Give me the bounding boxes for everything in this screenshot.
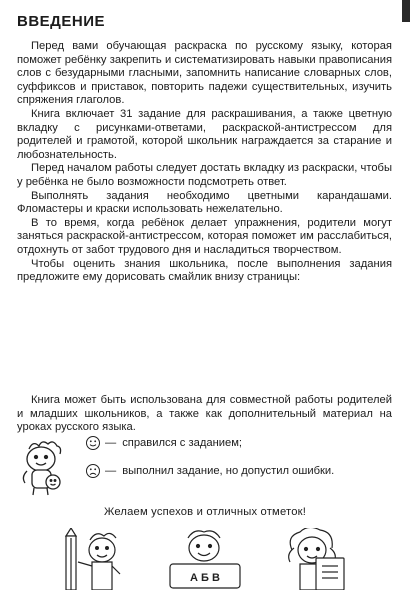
legend-dash: — <box>105 437 117 449</box>
paragraph: Перед началом работы следует достать вкладку из раскраски, чтобы у ребёнка не было возможности подсмотреть ответ. <box>17 162 392 188</box>
legend-dash: — <box>105 465 117 477</box>
legend-text: справился с заданием; <box>122 437 243 449</box>
paragraph: Чтобы оценить знания школьника, после выполнения задания предложите ему дорисовать смайлик внизу страницы: <box>17 257 392 284</box>
paragraph: Выполнять задания необходимо цветными карандашами. Фломастеры и краски использовать нежелательно. <box>17 189 392 216</box>
legend-text: выполнил задание, но допустил ошибки. <box>122 465 335 477</box>
board-letters: А Б В <box>190 572 220 584</box>
child-with-board-illustration <box>166 528 244 590</box>
smiley-happy-icon <box>85 435 101 451</box>
smiley-legend <box>17 425 392 500</box>
boy-with-pencil-illustration <box>62 528 132 590</box>
paragraph: Книга может быть использована для совместной работы родителей и младших школьников, а также как дополнительный материал на уроках русского языка. <box>17 394 392 434</box>
intro-text <box>17 40 392 285</box>
paragraph: Книга включает 31 задание для раскрашивания, а также цветную вкладку с рисунками-ответами, раскраской-антистрессом для родителей и грамотой, которой школьник награждается за старание и любознательность. <box>17 107 392 161</box>
legend-row-sad <box>85 463 334 479</box>
paragraph: В то время, когда ребёнок делает упражнения, родители могут заняться раскраской-антистрессом, которая поможет им расслабиться, отдохнуть от забот трудового дня и насладиться творчеством. <box>17 216 392 256</box>
paragraph: Перед вами обучающая раскраска по русскому языку, которая поможет ребёнку закрепить и систематизировать навыки правописания слов с безударными гласными, запомнить написание словарных слов, суффиксов и приставок, повторить падежи существительных, изучить спряжения глаголов. <box>17 40 392 107</box>
boy-mascot-icon <box>19 437 67 497</box>
page-corner-tab <box>402 0 410 22</box>
girl-with-book-illustration <box>282 528 354 590</box>
wish-line: Желаем успехов и отличных отметок! <box>103 506 307 518</box>
page-title: ВВЕДЕНИЕ <box>17 13 105 30</box>
legend-row-happy <box>85 435 242 451</box>
smiley-sad-icon <box>85 463 101 479</box>
closing-text <box>17 394 392 435</box>
